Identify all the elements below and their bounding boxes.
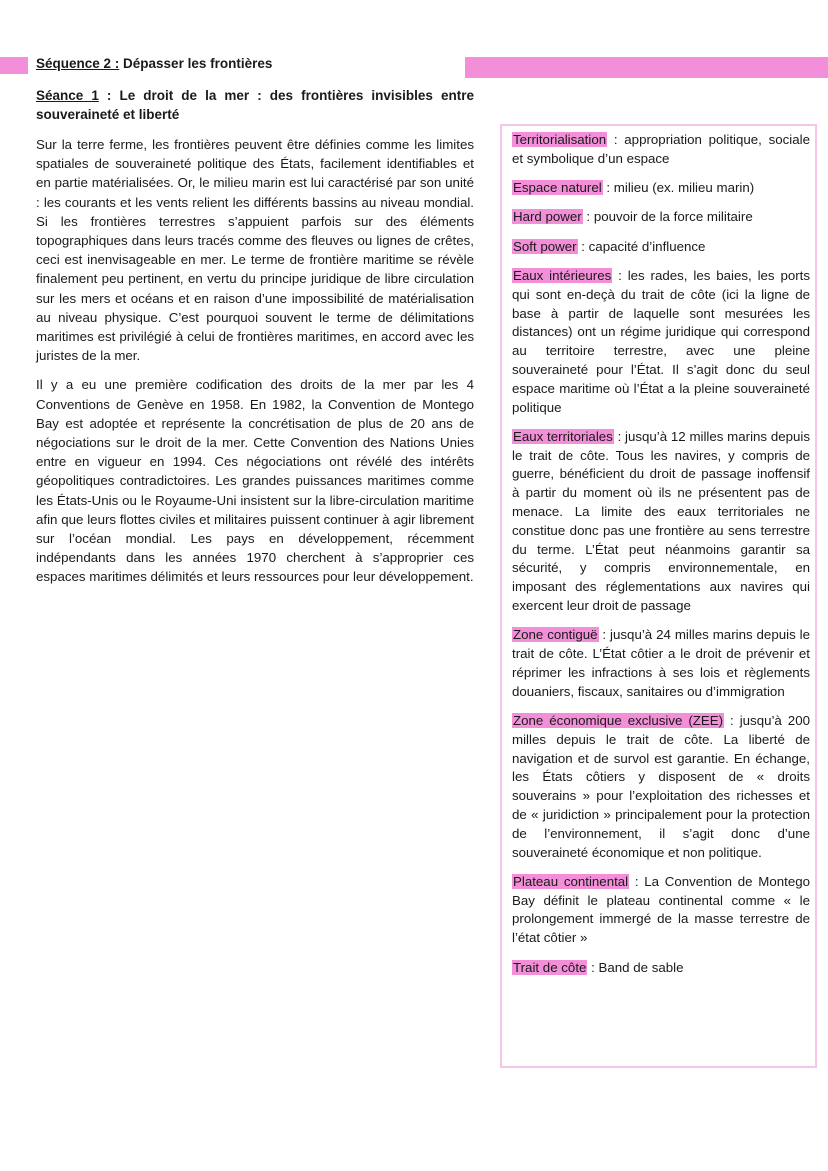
- glossary-term: Espace naturel: [513, 180, 602, 196]
- glossary-item: [512, 179, 810, 198]
- glossary-definition: : La Convention de Montego Bay définit le plateau continental comme « le prolongement immergé de la masse terrestre de l’état côtier »: [512, 873, 811, 946]
- paragraph: Il y a eu une première codification des droits de la mer par les 4 Conventions de Genève en 1958. En 1982, la Convention de Montego Bay est adoptée et représente la concrétisation de plus de 20 ans de négociations sur le droit de la mer. Cette Convention des Nations Unies entre en vigueur en 1994. Ces négociations ont révélé des intérêts géopolitiques contradictoires. Les grandes puissances maritimes comme les États-Unis ou le Royaume-Uni insistent sur la libre-circulation maritime afin que leurs flottes civiles et militaires puissent continuer à agir librement sur l’océan mondial. Les pays en développement, récemment indépendants dans les années 1970 cherchent à s’approprier ces espaces maritimes délimités et leurs ressources pour leur développement.: [36, 377, 474, 585]
- main-text-column: [36, 135, 474, 597]
- glossary-box: [500, 124, 817, 1068]
- glossary-item: [512, 626, 810, 701]
- glossary-definition: : capacité d’influence: [577, 238, 706, 254]
- sequence-title-text: Dépasser les frontières: [119, 56, 273, 71]
- sequence-title: [36, 56, 272, 71]
- glossary-item: [512, 428, 810, 616]
- glossary-definition: : les rades, les baies, les ports qui sont en-deçà du trait de côte (ici la ligne de base à partir de laquelle sont mesurées les distances) ont un régime juridique qui correspond au territoire terrestre, avec une pleine souveraineté pour l’État. Il s’agit donc du seul espace maritime où l’État a la pleine souveraineté politique: [512, 267, 811, 415]
- glossary-item: [512, 208, 810, 227]
- glossary-term: Soft power: [513, 238, 577, 254]
- glossary-definition: : Band de sable: [587, 959, 684, 975]
- seance-label: Séance 1: [36, 88, 99, 103]
- pink-accent-bar-left: [0, 57, 28, 74]
- sequence-label: Séquence 2 :: [36, 56, 120, 71]
- pink-accent-bar-right: [465, 57, 828, 78]
- glossary-item: [512, 712, 810, 862]
- glossary-definition: : pouvoir de la force militaire: [582, 209, 753, 225]
- glossary-item: [512, 131, 810, 169]
- seance-title: [36, 86, 474, 124]
- glossary-item: [512, 238, 810, 257]
- glossary-definition: : jusqu’à 12 milles marins depuis le trait de côte. Tous les navires, y compris de guerre, bénéficient du droit de passage inoffensif à partir du moment où ils ne présentent pas de menace. La limite des eaux territoriales ne constitue donc pas une frontière au sens terrestre du terme. L’État peut néanmoins garantir sa sécurité, y compris environnementale, en imposant des réglementations aux navires qui exercent leur droit de passage: [512, 428, 810, 614]
- glossary-term: Eaux intérieures: [513, 267, 612, 283]
- glossary-item: [512, 267, 810, 417]
- glossary-term: Zone économique exclusive (ZEE): [513, 713, 724, 729]
- glossary-item: [512, 959, 810, 978]
- glossary-definition: : appropriation politique, sociale et symbolique d’un espace: [512, 132, 810, 166]
- glossary-term: Hard power: [513, 209, 582, 225]
- glossary-list: [512, 131, 810, 988]
- glossary-definition: : jusqu’à 200 milles depuis le trait de côte. La liberté de navigation et de survol est garantie. En échange, les États côtiers y disposent de « droits souverains » pour l’exploitation des richesses et de « juridiction » principalement pour la protection de l’environnement, il s’agit donc d’une souveraineté économique et non politique.: [512, 713, 810, 860]
- glossary-term: Eaux territoriales: [513, 428, 613, 444]
- paragraph: Sur la terre ferme, les frontières peuvent être définies comme les limites spatiales de souveraineté politique des États, facilement identifiables et en partie matérialisées. Or, le milieu marin est lui caractérisé par son unité : les courants et les vents relient les différents bassins au niveau mondial. Si les frontières terrestres s’appuient parfois sur des éléments topographiques dans leurs tracés comme des fleuves ou lignes de crêtes, ceci est inenvisageable en mer. Le terme de frontière maritime se révèle finalement peu pertinent, en vertu du principe juridique de libre circulation sur les mers et océans et en raison d’une impossibilité de matérialisation au niveau physique. C’est pourquoi souvent le terme de délimitations maritimes est privilégié à celui de frontières maritimes, en accord avec les juristes de la mer.: [36, 137, 474, 364]
- glossary-item: [512, 873, 810, 948]
- glossary-term: Territorialisation: [513, 132, 607, 147]
- glossary-term: Plateau continental: [513, 873, 629, 889]
- glossary-term: Zone contiguë: [513, 627, 598, 643]
- glossary-definition: : milieu (ex. milieu marin): [602, 180, 755, 196]
- glossary-definition: : jusqu’à 24 milles marins depuis le trait de côte. L’État côtier a le droit de prévenir et réprimer les infractions à ses lois et règlements douaniers, fiscaux, sanitaires ou d’immigration: [512, 627, 810, 699]
- glossary-term: Trait de côte: [513, 959, 587, 975]
- seance-title-text: : Le droit de la mer : des frontières invisibles entre souveraineté et liberté: [36, 88, 474, 122]
